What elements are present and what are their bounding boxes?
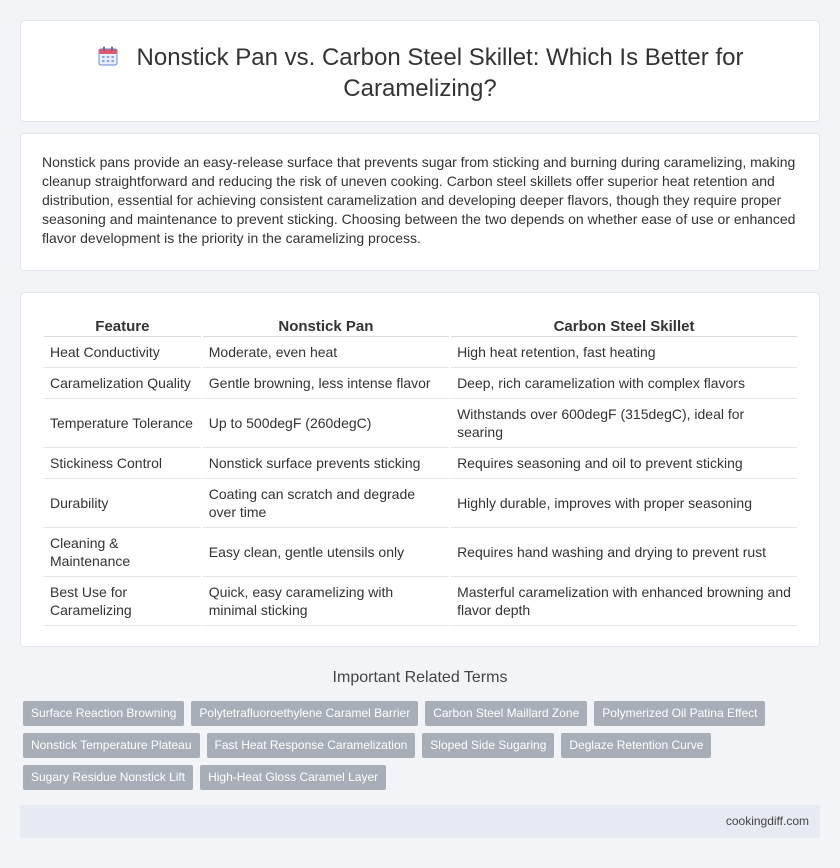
table-row	[44, 528, 797, 577]
carbon-steel-cell: Requires seasoning and oil to prevent sticking	[451, 448, 797, 479]
related-term-tag[interactable]: Fast Heat Response Caramelization	[207, 733, 416, 758]
tag-row	[23, 733, 803, 758]
carbon-steel-cell: Highly durable, improves with proper seasoning	[451, 479, 797, 528]
related-term-tag[interactable]: High-Heat Gloss Caramel Layer	[200, 765, 386, 790]
related-terms-title: Important Related Terms	[332, 669, 508, 686]
table-row	[44, 448, 797, 479]
carbon-steel-cell: High heat retention, fast heating	[451, 337, 797, 368]
feature-cell: Stickiness Control	[44, 448, 201, 479]
feature-cell: Caramelization Quality	[44, 368, 201, 399]
nonstick-cell: Easy clean, gentle utensils only	[203, 528, 449, 577]
table-row	[44, 368, 797, 399]
carbon-steel-cell: Masterful caramelization with enhanced browning and flavor depth	[451, 577, 797, 626]
nonstick-cell: Up to 500degF (260degC)	[203, 399, 449, 448]
summary-card	[20, 133, 820, 271]
table-row	[44, 577, 797, 626]
carbon-steel-cell: Deep, rich caramelization with complex flavors	[451, 368, 797, 399]
feature-cell: Durability	[44, 479, 201, 528]
page-title: Nonstick Pan vs. Carbon Steel Skillet: Which Is Better for Caramelizing?	[136, 44, 744, 102]
footer	[20, 805, 820, 838]
calendar-icon	[97, 45, 119, 74]
related-term-tag[interactable]: Surface Reaction Browning	[23, 701, 184, 726]
related-term-tag[interactable]: Nonstick Temperature Plateau	[23, 733, 200, 758]
nonstick-cell: Moderate, even heat	[203, 337, 449, 368]
related-term-tag[interactable]: Polytetrafluoroethylene Caramel Barrier	[191, 701, 418, 726]
title-card	[20, 20, 820, 122]
page-title-wrap	[21, 43, 819, 103]
nonstick-cell: Gentle browning, less intense flavor	[203, 368, 449, 399]
footer-site-link[interactable]: cookingdiff.com	[725, 814, 809, 828]
related-term-tag[interactable]: Deglaze Retention Curve	[561, 733, 711, 758]
table-header-row	[44, 315, 797, 337]
summary-text: Nonstick pans provide an easy-release surface that prevents sugar from sticking and burning during caramelizing, making cleanup straightforward and reducing the risk of uneven cooking. Carbon steel skillets offer superior heat retention and distribution, essential for achieving consistent caramelization and developing deeper flavors, though they require proper seasoning and maintenance to prevent sticking. Choosing between the two depends on whether ease of use or enhanced flavor development is the priority in the caramelizing process.	[42, 154, 796, 246]
header-feature: Feature	[44, 315, 201, 337]
tag-row	[23, 701, 803, 726]
header-carbon-steel: Carbon Steel Skillet	[451, 315, 797, 337]
tag-row	[23, 765, 803, 790]
feature-cell: Temperature Tolerance	[44, 399, 201, 448]
header-nonstick: Nonstick Pan	[203, 315, 449, 337]
related-term-tag[interactable]: Polymerized Oil Patina Effect	[594, 701, 765, 726]
related-term-tag[interactable]: Sloped Side Sugaring	[422, 733, 554, 758]
nonstick-cell: Nonstick surface prevents sticking	[203, 448, 449, 479]
feature-cell: Heat Conductivity	[44, 337, 201, 368]
related-term-tag[interactable]: Carbon Steel Maillard Zone	[425, 701, 587, 726]
comparison-table	[42, 315, 799, 626]
carbon-steel-cell: Requires hand washing and drying to prevent rust	[451, 528, 797, 577]
table-row	[44, 337, 797, 368]
table-row	[44, 399, 797, 448]
carbon-steel-cell: Withstands over 600degF (315degC), ideal for searing	[451, 399, 797, 448]
nonstick-cell: Quick, easy caramelizing with minimal sticking	[203, 577, 449, 626]
table-row	[44, 479, 797, 528]
feature-cell: Best Use for Caramelizing	[44, 577, 201, 626]
nonstick-cell: Coating can scratch and degrade over time	[203, 479, 449, 528]
comparison-card	[20, 292, 820, 647]
feature-cell: Cleaning & Maintenance	[44, 528, 201, 577]
related-terms-list	[23, 701, 803, 797]
related-term-tag[interactable]: Sugary Residue Nonstick Lift	[23, 765, 193, 790]
